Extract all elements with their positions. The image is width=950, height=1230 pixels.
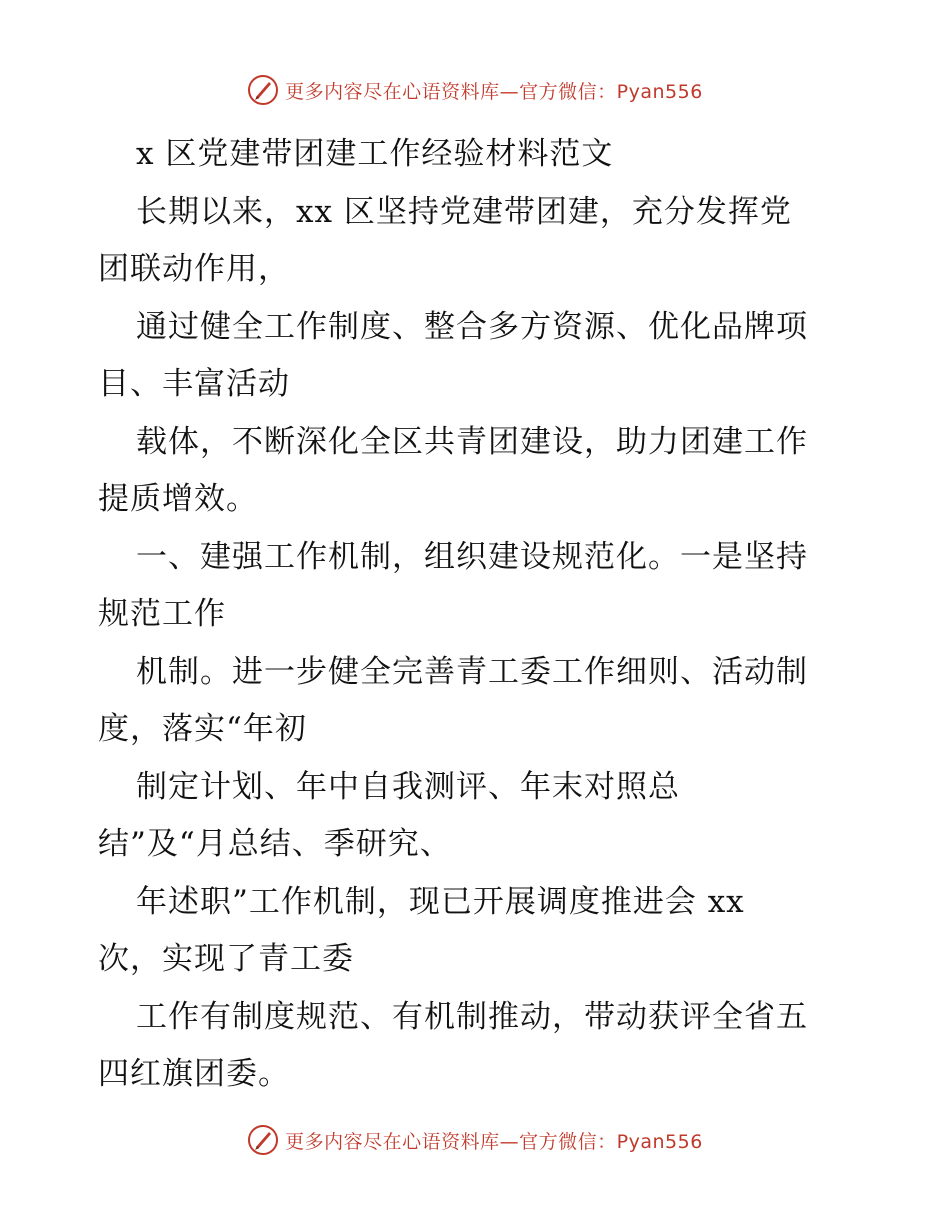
paragraph-line: 提质增效。: [98, 481, 258, 517]
watermark-text: 更多内容尽在心语资料库—官方微信：Pyan556: [285, 1130, 703, 1153]
paragraph-line: 年述职”工作机制，现已开展调度推进会 xx: [136, 883, 745, 920]
quill-pen-logo-icon: [247, 74, 279, 106]
quill-pen-logo-icon: [247, 1124, 279, 1156]
paragraph-line: 团联动作用，: [98, 251, 290, 287]
paragraph-line: 工作有制度规范、有机制推动，带动获评全省五: [136, 998, 808, 1035]
footer-watermark: [0, 1120, 950, 1160]
paragraph-line: 结”及“月总结、季研究、: [98, 826, 452, 862]
document-body: [98, 126, 858, 1104]
paragraph-line: 度，落实“年初: [98, 711, 307, 747]
paragraph-line: 制定计划、年中自我测评、年末对照总: [136, 768, 680, 805]
document-title: x 区党建带团建工作经验材料范文: [136, 136, 614, 172]
paragraph-line: 一、建强工作机制，组织建设规范化。一是坚持: [136, 538, 808, 575]
paragraph-line: 机制。进一步健全完善青工委工作细则、活动制: [136, 653, 808, 690]
paragraph-line: 通过健全工作制度、整合多方资源、优化品牌项: [136, 308, 808, 345]
paragraph-line: 目、丰富活动: [98, 366, 290, 402]
paragraph-line: 长期以来，xx 区坚持党建带团建，充分发挥党: [136, 193, 792, 230]
paragraph-line: 载体，不断深化全区共青团建设，助力团建工作: [136, 423, 808, 460]
paragraph-line: 规范工作: [98, 596, 226, 632]
paragraph-line: 次，实现了青工委: [98, 941, 354, 977]
header-watermark: [0, 70, 950, 110]
paragraph-line: 四红旗团委。: [98, 1056, 290, 1092]
watermark-text: 更多内容尽在心语资料库—官方微信：Pyan556: [285, 80, 703, 103]
